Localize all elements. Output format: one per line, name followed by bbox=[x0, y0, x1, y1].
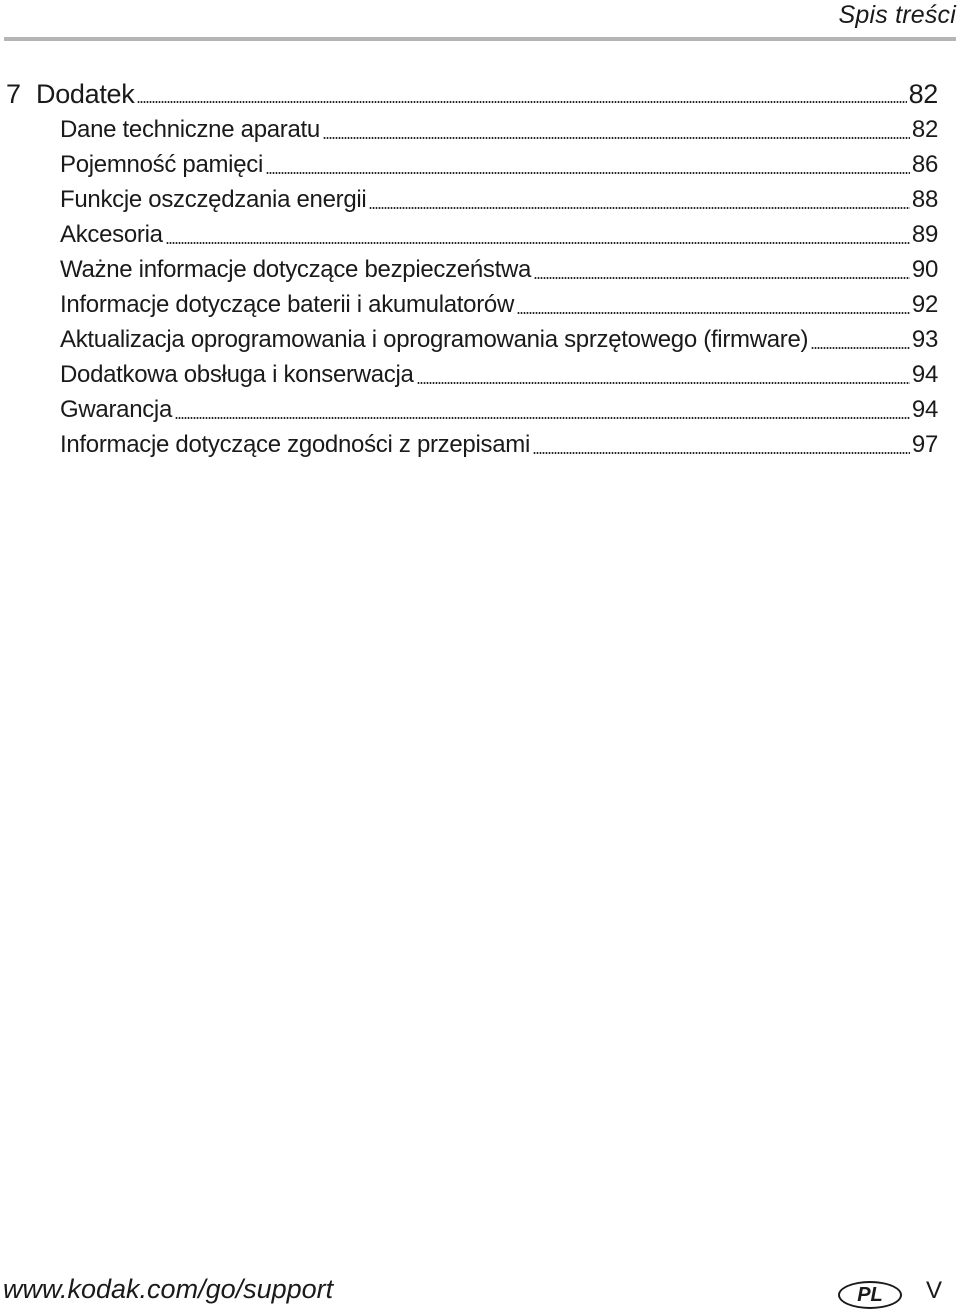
toc-entry[interactable] bbox=[60, 180, 938, 215]
toc-entry-title: Funkcje oszczędzania energii bbox=[60, 186, 367, 213]
toc-entry[interactable] bbox=[60, 110, 938, 145]
toc-entry-page: 93 bbox=[911, 326, 938, 353]
dot-leader bbox=[166, 242, 910, 244]
toc-entry-page: 90 bbox=[911, 256, 938, 283]
dot-leader bbox=[266, 172, 910, 174]
dot-leader bbox=[137, 101, 906, 103]
dot-leader bbox=[417, 382, 910, 384]
dot-leader bbox=[323, 137, 910, 139]
toc-entry-page: 89 bbox=[911, 221, 938, 248]
toc-entry-page: 88 bbox=[911, 186, 938, 213]
toc-entry[interactable] bbox=[60, 285, 938, 320]
dot-leader bbox=[517, 312, 910, 314]
toc-entry-title: Informacje dotyczące zgodności z przepisami bbox=[60, 431, 530, 458]
toc-entry[interactable] bbox=[60, 390, 938, 425]
dot-leader bbox=[533, 452, 910, 454]
toc-entry[interactable] bbox=[60, 250, 938, 285]
toc-entry[interactable] bbox=[60, 145, 938, 180]
toc-entry-page: 97 bbox=[911, 431, 938, 458]
toc-entry-title: Akcesoria bbox=[60, 221, 163, 248]
header-rule bbox=[4, 37, 956, 41]
dot-leader bbox=[534, 277, 910, 279]
support-url-link[interactable]: www.kodak.com/go/support bbox=[3, 1274, 334, 1304]
toc-entry-title: Dane techniczne aparatu bbox=[60, 116, 320, 143]
page-number: V bbox=[926, 1277, 943, 1304]
toc-entry-title: Gwarancja bbox=[60, 396, 173, 423]
toc-entry-page: 82 bbox=[911, 116, 938, 143]
toc-entry[interactable] bbox=[60, 425, 938, 460]
toc-entry-title: Pojemność pamięci bbox=[60, 151, 263, 178]
toc-entry-title: Aktualizacja oprogramowania i oprogramowania sprzętowego (firmware) bbox=[60, 326, 809, 353]
toc-entry-title: Ważne informacje dotyczące bezpieczeństwa bbox=[60, 256, 532, 283]
toc-entry-title: Informacje dotyczące baterii i akumulatorów bbox=[60, 291, 514, 318]
toc-entry[interactable] bbox=[60, 215, 938, 250]
dot-leader bbox=[175, 417, 910, 419]
page-header-title: Spis treści bbox=[838, 1, 956, 29]
toc-entry-title: Dodatkowa obsługa i konserwacja bbox=[60, 361, 414, 388]
toc-entry-page: 94 bbox=[911, 396, 938, 423]
chapter-title: Dodatek bbox=[36, 79, 135, 109]
toc-entry-page: 94 bbox=[911, 361, 938, 388]
toc-entry[interactable] bbox=[60, 320, 938, 355]
dot-leader bbox=[369, 207, 909, 209]
toc-entry-page: 92 bbox=[911, 291, 938, 318]
dot-leader bbox=[811, 347, 910, 349]
chapter-page-number: 82 bbox=[908, 79, 938, 109]
language-badge: PL bbox=[838, 1281, 902, 1309]
toc-chapter-row[interactable] bbox=[6, 74, 938, 109]
toc-entry-page: 86 bbox=[911, 151, 938, 178]
chapter-number: 7 bbox=[6, 79, 21, 109]
toc-entry[interactable] bbox=[60, 355, 938, 390]
